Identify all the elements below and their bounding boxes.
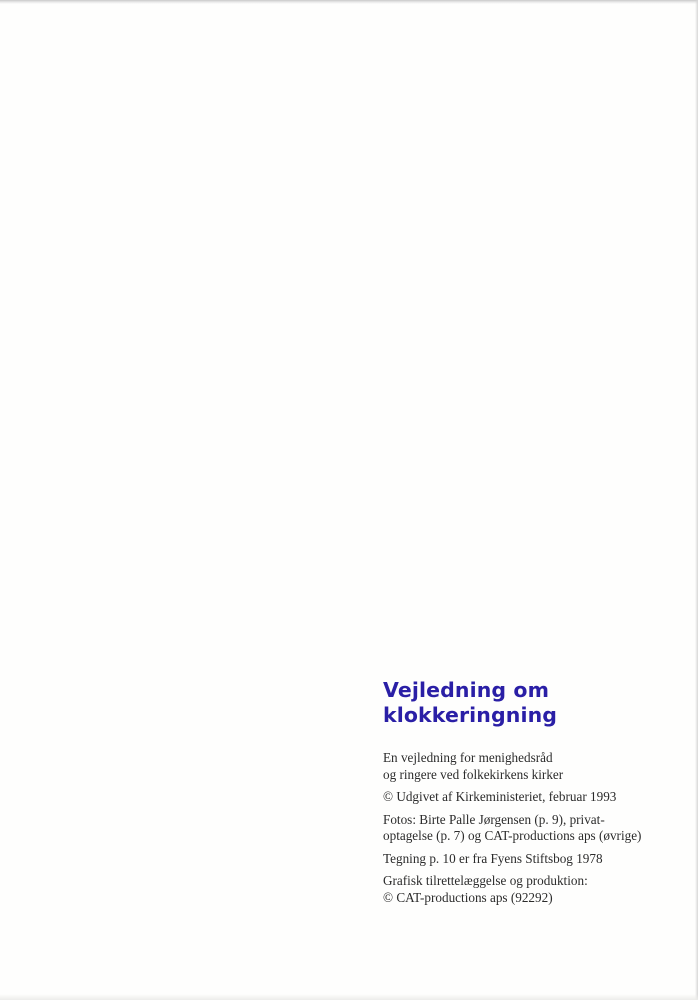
document-title [383, 678, 683, 728]
production-line-1: Grafisk tilrettelæggelse og produktion: [383, 873, 588, 888]
scan-edge-bottom [0, 994, 698, 1000]
publisher-line: © Udgivet af Kirkeministeriet, februar 1993 [383, 789, 617, 804]
colophon-text [383, 750, 683, 906]
subtitle-line-1: En vejledning for menighedsråd [383, 750, 553, 765]
scan-edge-top [0, 0, 698, 4]
publisher-paragraph [383, 789, 683, 806]
photo-credits-line-1: Fotos: Birte Palle Jørgensen (p. 9), privat- [383, 811, 605, 827]
photo-credits-line-2: optagelse (p. 7) og CAT-productions aps (øvrige) [383, 828, 642, 843]
drawing-credit-line: Tegning p. 10 er fra Fyens Stiftsbog 1978 [383, 850, 603, 866]
production-paragraph [383, 873, 683, 906]
subtitle-line-2: og ringere ved folkekirkens kirker [383, 766, 564, 782]
production-line-2: © CAT-productions aps (92292) [383, 889, 553, 905]
title-line-2: klokkeringning [383, 703, 558, 727]
drawing-credit-paragraph [383, 851, 683, 868]
colophon [383, 678, 683, 912]
title-line-1: Vejledning om [383, 678, 550, 702]
photo-credits-paragraph [383, 812, 683, 845]
subtitle-paragraph [383, 750, 683, 783]
